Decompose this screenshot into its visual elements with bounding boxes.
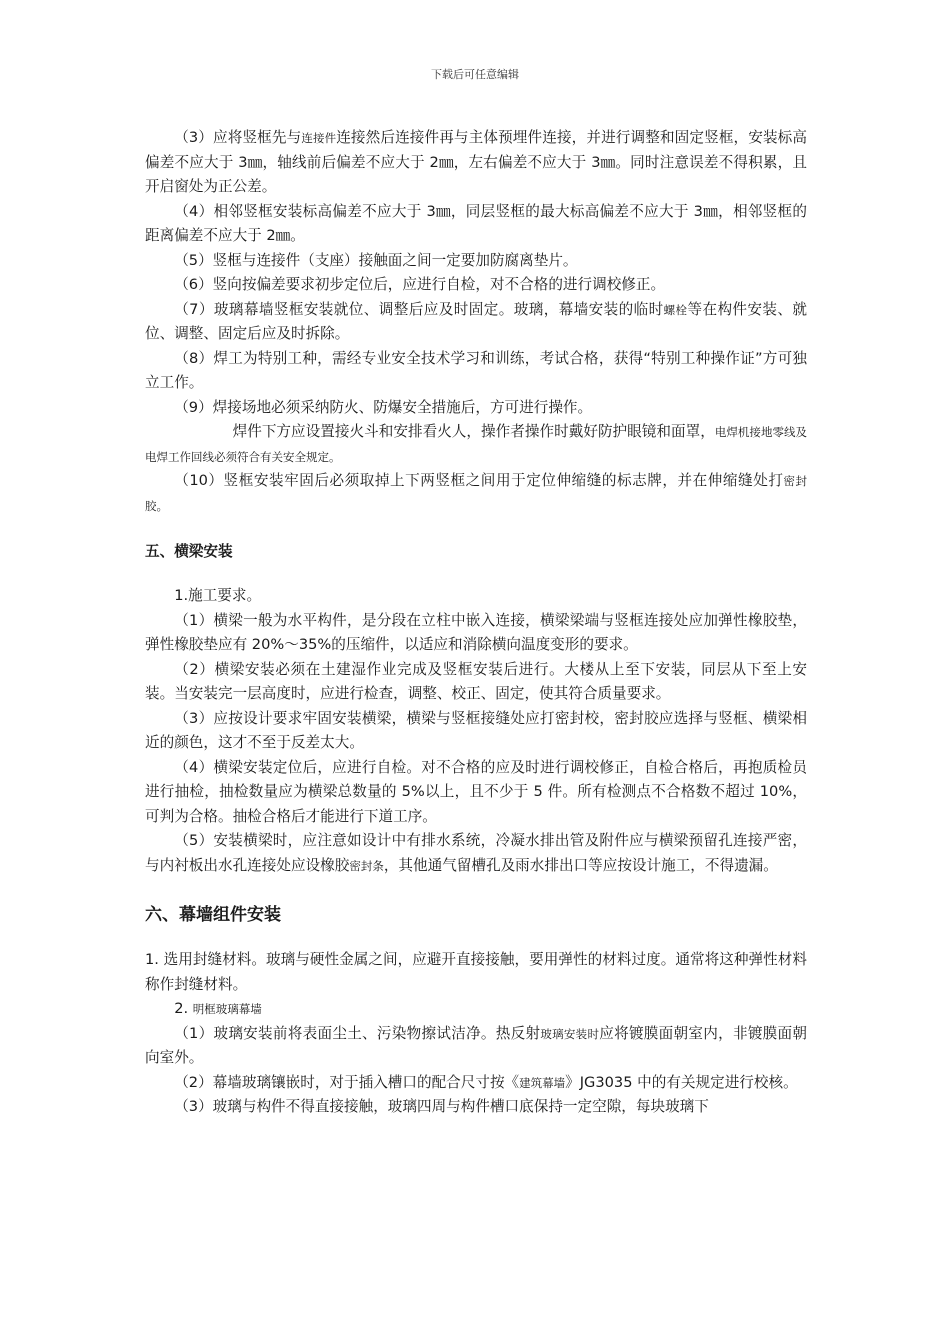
section5-paragraph-3: （3）应按设计要求牢固安装横梁，横梁与竖框接缝处应打密封校，密封胶应选择与竖框、横梁相近的颜色，这才不至于反差太大。 xyxy=(145,709,807,751)
text: （7）玻璃幕墙竖框安装就位、调整后应及时固定。玻璃，幕墙安装的临时 xyxy=(174,300,664,318)
section5-heading: 五、横梁安装 xyxy=(145,543,233,560)
small-text: 密封条 xyxy=(349,858,384,873)
text: 连接然后连接件再与主体预埋件连接，并进行调整和固定竖框，安装标高偏差不应大于 3㎜，轴线前后偏差不应大于 2㎜，左右偏差不应大于 3㎜。同时注意误差不得积累，且开启窗处为正公差。 xyxy=(145,129,807,195)
text: 等在构件安装、就位、调整、固定后应及时拆除。 xyxy=(145,300,807,342)
section5-paragraph-1: （1）横梁一般为水平构件，是分段在立柱中嵌入连接，横梁梁端与竖框连接处应加弹性橡胶垫，弹性橡胶垫应有 20%～35%的压缩件，以适应和消除横向温度变形的要求。 xyxy=(145,611,807,653)
section5-subheading: 1.施工要求。 xyxy=(174,587,262,604)
text: （1）玻璃安装前将表面尘土、污染物擦试洁净。热反射 xyxy=(174,1024,541,1042)
text: ，其他通气留槽孔及雨水排出口等应按设计施工，不得遗漏。 xyxy=(383,856,778,874)
section6-item-3: （3）玻璃与构件不得直接接触，玻璃四周与构件槽口底保持一定空隙，每块玻璃下 xyxy=(174,1098,709,1115)
small-text: 螺栓 xyxy=(663,302,688,317)
text: 焊件下方应设置接火斗和安排看火人，操作者操作时戴好防护眼镜和面罩， xyxy=(232,423,715,440)
paragraph-4: （4）相邻竖框安装标高偏差不应大于 3㎜，同层竖框的最大标高偏差不应大于 3㎜，相邻竖框的距离偏差不应大于 2㎜。 xyxy=(145,202,807,244)
section6-heading: 六、幕墙组件安装 xyxy=(145,905,281,925)
section5-paragraph-5 xyxy=(145,829,807,878)
text: （3）应将竖框先与 xyxy=(174,129,302,146)
section6-item-1 xyxy=(145,1022,807,1071)
section6-subheading xyxy=(145,997,807,1022)
paragraph-5: （5）竖框与连接件（支座）接触面之间一定要加防腐离垫片。 xyxy=(174,251,578,269)
document-body xyxy=(145,126,807,1120)
text: 》JG3035 中的有关规定进行校核。 xyxy=(565,1073,798,1091)
section6-paragraph-1: 1. 选用封缝材料。玻璃与硬性金属之间，应避开直接接触，要用弹性的材料过度。通常将这种弹性材料称作封缝材料。 xyxy=(145,951,807,993)
text: （5）安装横梁时，应注意如设计中有排水系统，冷凝水排出管及附件应与横梁预留孔连接严密，与内衬板出水孔连接处应设橡胶 xyxy=(145,832,807,874)
paragraph-3 xyxy=(145,126,807,200)
small-text: 明框玻璃幕墙 xyxy=(192,1002,262,1016)
text: （10）竖框安装牢固后必须取掉上下两竖框之间用于定位伸缩缝的标志牌，并在伸缩缝处打 xyxy=(174,472,784,489)
text: 应将镀膜面朝室内，非镀膜面朝向室外。 xyxy=(145,1024,807,1066)
paragraph-9b xyxy=(145,420,807,469)
small-text: 玻璃安装时 xyxy=(540,1026,600,1041)
paragraph-9: （9）焊接场地必须采纳防火、防爆安全措施后，方可进行操作。 xyxy=(174,398,593,416)
small-text: 电焊机接地零线及电焊工作回线必须符合有关安全规定。 xyxy=(145,425,807,464)
small-text: 连接件 xyxy=(301,131,337,145)
section5-paragraph-4: （4）横梁安装定位后，应进行自检。对不合格的应及时进行调校修正，自检合格后，再抱质检员进行抽检，抽检数量应为横梁总数量的 5%以上，且不少于 5 件。所有检测点不合格数不超过 10%，可判为合格。抽检合格后才能进行下道工序。 xyxy=(145,758,807,825)
small-text: 建筑幕墙 xyxy=(519,1075,566,1090)
text: 2. xyxy=(174,1000,193,1017)
paragraph-6: （6）竖向按偏差要求初步定位后，应进行自检，对不合格的进行调校修正。 xyxy=(174,276,666,293)
section5-paragraph-2: （2）横梁安装必须在土建湿作业完成及竖框安装后进行。大楼从上至下安装，同层从下至上安装。当安装完一层高度时，应进行检查，调整、校正、固定，使其符合质量要求。 xyxy=(145,660,807,702)
text: （2）幕墙玻璃镶嵌时，对于插入槽口的配合尺寸按《 xyxy=(174,1073,520,1091)
small-text: 密封胶。 xyxy=(145,474,808,513)
section6-item-2 xyxy=(145,1071,807,1096)
page-header: 下载后可任意编辑 xyxy=(431,68,519,81)
paragraph-10 xyxy=(145,469,807,518)
paragraph-7 xyxy=(145,298,807,347)
paragraph-8: （8）焊工为特别工种，需经专业安全技术学习和训练，考试合格，获得“特别工种操作证”方可独立工作。 xyxy=(145,349,807,391)
